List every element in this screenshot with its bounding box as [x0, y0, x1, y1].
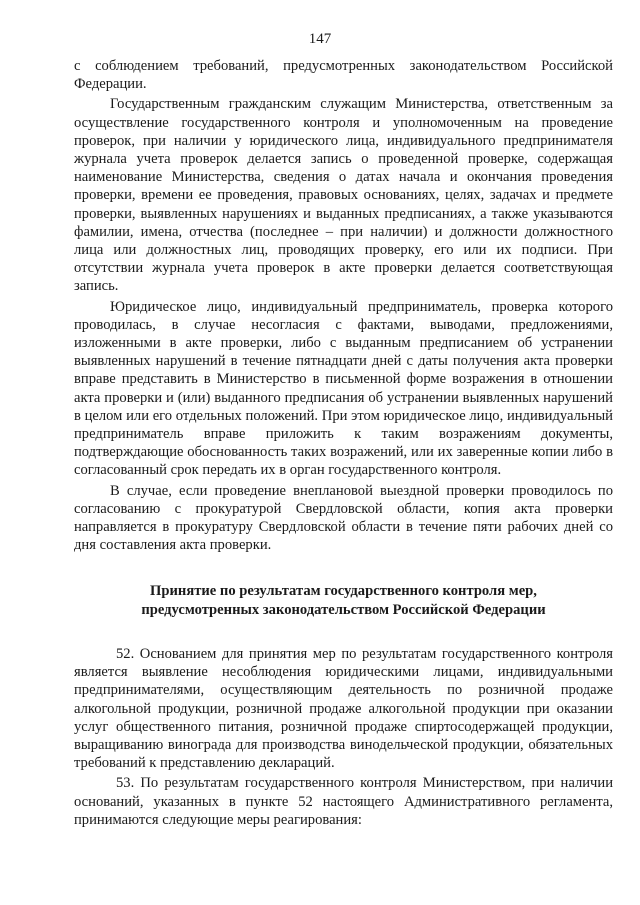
- section-heading: [74, 582, 613, 618]
- paragraph-prosecutor-copy: В случае, если проведение внеплановой выездной проверки проводилось по согласованию с прокуратурой Свердловской области, копия акта проверки направляется в прокуратуру Свердловской области в течение пяти рабочих дней со дня составления акта проверки.: [74, 482, 613, 554]
- page-number: 147: [308, 31, 332, 47]
- section-heading-line-1: Принятие по результатам государственного контроля мер,: [150, 583, 537, 600]
- paragraph-item-52: 52. Основанием для принятия мер по результатам государственного контроля является выявление несоблюдения юридическими лицами, индивидуальными предпринимателями, осуществляющим деятельность по розничной продаже алкогольной продукции, розничной продаже алкогольной продукции при оказании услуг общественного питания, розничной продаже спиртосодержащей продукции, выращиванию винограда для производства винодельческой продукции, обязательных требований к представлению деклараций.: [74, 645, 613, 772]
- section-heading-line-2: предусмотренных законодательством Российской Федерации: [141, 601, 546, 618]
- paragraph-continuation: с соблюдением требований, предусмотренных законодательством Российской Федерации.: [74, 58, 613, 93]
- paragraph-objections: Юридическое лицо, индивидуальный предприниматель, проверка которого проводилась, в случае несогласия с фактами, выводами, предложениями, изложенными в акте проверки, либо с выданным предписанием об устранении выявленных нарушений в течение пятнадцати дней с даты получения акта проверки вправе представить в Министерство в письменной форме возражения в отношении акта проверки и (или) выданного предписания об устранении выявленных нарушений в целом или его отдельных положений. При этом юридическое лицо, индивидуальный предприниматель вправе приложить к таким возражениям документы, подтверждающие обоснованность таких возражений, или их заверенные копии либо в согласованный срок передать их в орган государственного контроля.: [74, 298, 613, 479]
- paragraph-inspection-log: Государственным гражданским служащим Министерства, ответственным за осуществление государственного контроля и уполномоченным на проведение проверок, при наличии у юридического лица, индивидуального предпринимателя журнала учета проверок делается запись о проведенной проверке, содержащая наименование Министерства, сведения о датах начала и окончания проведения проверки, времени ее проведения, правовых основаниях, целях, задачах и предмете проверки, выявленных нарушениях и выданных предписаниях, а также указываются фамилии, имена, отчества (последнее – при наличии) и должности должностного лица или должностных лиц, проводящих проверку, его или их подписи. При отсутствии журнала учета проверок в акте проверки делается соответствующая запись.: [74, 96, 613, 295]
- document-body: [74, 57, 613, 829]
- paragraph-item-53: 53. По результатам государственного контроля Министерством, при наличии оснований, указанных в пункте 52 настоящего Административного регламента, принимаются следующие меры реагирования:: [74, 775, 613, 828]
